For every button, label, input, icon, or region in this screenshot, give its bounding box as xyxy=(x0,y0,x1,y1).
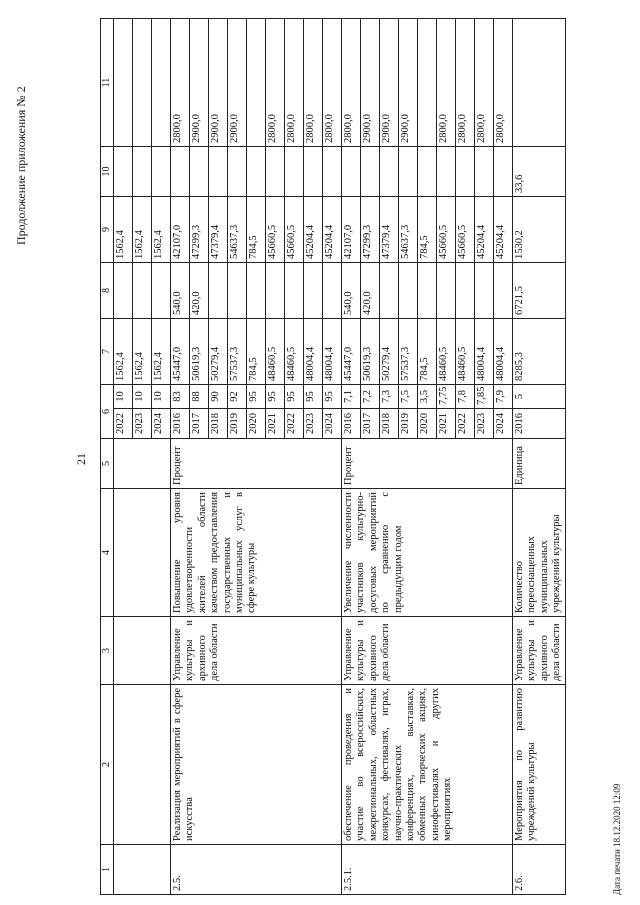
indicator-cell: Увеличение численности участников культурно-досуговых мероприятий по сравнению с предыдущим годом xyxy=(342,489,513,617)
other-cell: 2800,0 xyxy=(266,19,285,147)
total-cell: 48004,4 xyxy=(494,319,513,385)
regional-cell: 54637,3 xyxy=(399,197,418,263)
local-cell xyxy=(323,147,342,197)
other-cell: 2800,0 xyxy=(285,19,304,147)
regional-cell: 784,5 xyxy=(247,197,266,263)
regional-cell: 1562,4 xyxy=(152,197,171,263)
total-cell: 50619,3 xyxy=(361,319,380,385)
other-cell xyxy=(114,19,133,147)
federal-cell xyxy=(209,263,228,319)
local-cell xyxy=(437,147,456,197)
table-row xyxy=(342,19,361,895)
empty-cell xyxy=(114,617,171,685)
year-cell: 2018 xyxy=(209,409,228,439)
year-cell: 2019 xyxy=(399,409,418,439)
other-cell xyxy=(247,19,266,147)
year-cell: 2024 xyxy=(152,409,171,439)
year-cell: 2023 xyxy=(475,409,494,439)
local-cell: 33,6 xyxy=(513,147,566,197)
total-cell: 1562,4 xyxy=(152,319,171,385)
regional-cell: 1562,4 xyxy=(133,197,152,263)
total-cell: 8285,3 xyxy=(513,319,566,385)
regional-cell: 45660,5 xyxy=(266,197,285,263)
regional-cell: 1530,2 xyxy=(513,197,566,263)
target-cell: 10 xyxy=(152,385,171,409)
target-cell: 7,3 xyxy=(380,385,399,409)
total-cell: 48004,4 xyxy=(304,319,323,385)
federal-cell xyxy=(114,263,133,319)
year-cell: 2016 xyxy=(513,409,566,439)
local-cell xyxy=(494,147,513,197)
local-cell xyxy=(304,147,323,197)
federal-cell xyxy=(456,263,475,319)
other-cell: 2900,0 xyxy=(399,19,418,147)
local-cell xyxy=(114,147,133,197)
federal-cell xyxy=(304,263,323,319)
year-cell: 2023 xyxy=(304,409,323,439)
target-cell: 5 xyxy=(513,385,566,409)
regional-cell: 1562,4 xyxy=(114,197,133,263)
federal-cell xyxy=(133,263,152,319)
unit-cell: Процент xyxy=(342,439,513,489)
other-cell: 2800,0 xyxy=(437,19,456,147)
print-date: Дата печати 18.12.2020 12:09 xyxy=(612,783,622,895)
measure-name-cell: Реализация мероприятий в сфере искусства xyxy=(171,685,342,845)
local-cell xyxy=(361,147,380,197)
target-cell: 92 xyxy=(228,385,247,409)
local-cell xyxy=(190,147,209,197)
federal-cell xyxy=(399,263,418,319)
empty-cell xyxy=(114,845,171,895)
regional-cell: 47299,3 xyxy=(190,197,209,263)
federal-cell xyxy=(418,263,437,319)
total-cell: 50279,4 xyxy=(380,319,399,385)
year-cell: 2023 xyxy=(133,409,152,439)
federal-cell xyxy=(437,263,456,319)
column-number-cell: 11 xyxy=(101,19,114,147)
total-cell: 48460,5 xyxy=(456,319,475,385)
regional-cell: 45660,5 xyxy=(437,197,456,263)
local-cell xyxy=(475,147,494,197)
federal-cell: 420,0 xyxy=(361,263,380,319)
federal-cell: 420,0 xyxy=(190,263,209,319)
year-cell: 2020 xyxy=(247,409,266,439)
other-cell: 2800,0 xyxy=(475,19,494,147)
year-cell: 2017 xyxy=(190,409,209,439)
total-cell: 784,5 xyxy=(418,319,437,385)
federal-cell xyxy=(494,263,513,319)
federal-cell xyxy=(323,263,342,319)
column-number-cell: 8 xyxy=(101,263,114,319)
other-cell: 2900,0 xyxy=(190,19,209,147)
target-cell: 7,2 xyxy=(361,385,380,409)
regional-cell: 54637,3 xyxy=(228,197,247,263)
total-cell: 1562,4 xyxy=(114,319,133,385)
table-row xyxy=(171,19,190,895)
total-cell: 48460,5 xyxy=(285,319,304,385)
column-number-cell: 2 xyxy=(101,685,114,845)
local-cell xyxy=(209,147,228,197)
other-cell: 2900,0 xyxy=(228,19,247,147)
year-cell: 2020 xyxy=(418,409,437,439)
local-cell xyxy=(247,147,266,197)
indicator-cell: Количество переоснащенных муниципальных учреждений культуры xyxy=(513,489,566,617)
measure-name-cell: обеспечение проведения и участие во всероссийских, межрегиональных, областных конкурсах, фестивалях, играх, научно-практических конференциях, выставках, обменных творческих акциях, кинофестивалях и других мероприятиях xyxy=(342,685,513,845)
total-cell: 50619,3 xyxy=(190,319,209,385)
federal-cell: 540,0 xyxy=(342,263,361,319)
federal-cell xyxy=(285,263,304,319)
total-cell: 48004,4 xyxy=(323,319,342,385)
target-cell: 7,8 xyxy=(456,385,475,409)
empty-cell xyxy=(114,489,171,617)
local-cell xyxy=(228,147,247,197)
table-row xyxy=(513,19,566,895)
item-number-cell: 2.5.1. xyxy=(342,845,513,895)
year-cell: 2024 xyxy=(494,409,513,439)
year-cell: 2021 xyxy=(437,409,456,439)
indicator-cell: Повышение уровня удовлетворенности жителей области качеством предоставления государственных и муниципальных услуг в сфере культуры xyxy=(171,489,342,617)
total-cell: 1562,4 xyxy=(133,319,152,385)
year-cell: 2017 xyxy=(361,409,380,439)
local-cell xyxy=(266,147,285,197)
year-cell: 2022 xyxy=(456,409,475,439)
federal-cell xyxy=(380,263,399,319)
target-cell: 7,75 xyxy=(437,385,456,409)
regional-cell: 45660,5 xyxy=(285,197,304,263)
total-cell: 45447,0 xyxy=(171,319,190,385)
column-number-cell: 3 xyxy=(101,617,114,685)
target-cell: 10 xyxy=(114,385,133,409)
executor-cell: Управление культуры и архивного дела области xyxy=(171,617,342,685)
executor-cell: Управление культуры и архивного дела области xyxy=(513,617,566,685)
year-cell: 2022 xyxy=(285,409,304,439)
target-cell: 95 xyxy=(304,385,323,409)
target-cell: 88 xyxy=(190,385,209,409)
regional-cell: 47379,4 xyxy=(380,197,399,263)
total-cell: 50279,4 xyxy=(209,319,228,385)
local-cell xyxy=(399,147,418,197)
local-cell xyxy=(171,147,190,197)
target-cell: 90 xyxy=(209,385,228,409)
item-number-cell: 2.6. xyxy=(513,845,566,895)
column-number-cell: 10 xyxy=(101,147,114,197)
year-cell: 2016 xyxy=(342,409,361,439)
year-cell: 2018 xyxy=(380,409,399,439)
other-cell xyxy=(133,19,152,147)
year-cell: 2024 xyxy=(323,409,342,439)
total-cell: 784,5 xyxy=(247,319,266,385)
regional-cell: 45204,4 xyxy=(323,197,342,263)
regional-cell: 45204,4 xyxy=(304,197,323,263)
target-cell: 95 xyxy=(247,385,266,409)
item-number-cell: 2.5. xyxy=(171,845,342,895)
other-cell: 2800,0 xyxy=(494,19,513,147)
federal-cell xyxy=(266,263,285,319)
local-cell xyxy=(342,147,361,197)
unit-cell: Единица xyxy=(513,439,566,489)
year-cell: 2022 xyxy=(114,409,133,439)
other-cell: 2800,0 xyxy=(304,19,323,147)
federal-cell: 6721,5 xyxy=(513,263,566,319)
other-cell: 2800,0 xyxy=(342,19,361,147)
target-cell: 7,85 xyxy=(475,385,494,409)
total-cell: 48004,4 xyxy=(475,319,494,385)
total-cell: 45447,0 xyxy=(342,319,361,385)
table-body xyxy=(101,19,566,895)
total-cell: 48460,5 xyxy=(266,319,285,385)
regional-cell: 45660,5 xyxy=(456,197,475,263)
total-cell: 57537,3 xyxy=(399,319,418,385)
local-cell xyxy=(456,147,475,197)
continuation-label: Продолжение приложения № 2 xyxy=(14,86,28,245)
target-cell: 7,1 xyxy=(342,385,361,409)
executor-cell: Управление культуры и архивного дела области xyxy=(342,617,513,685)
total-cell: 57537,3 xyxy=(228,319,247,385)
column-number-cell: 4 xyxy=(101,489,114,617)
column-number-cell: 1 xyxy=(101,845,114,895)
regional-cell: 47379,4 xyxy=(209,197,228,263)
column-number-cell: 5 xyxy=(101,439,114,489)
target-cell: 83 xyxy=(171,385,190,409)
regional-cell: 45204,4 xyxy=(475,197,494,263)
target-cell: 95 xyxy=(323,385,342,409)
target-cell: 95 xyxy=(285,385,304,409)
measure-name-cell: Мероприятия по развитию учреждений культуры xyxy=(513,685,566,845)
empty-cell xyxy=(114,685,171,845)
local-cell xyxy=(380,147,399,197)
total-cell: 48460,5 xyxy=(437,319,456,385)
other-cell: 2800,0 xyxy=(323,19,342,147)
other-cell xyxy=(418,19,437,147)
federal-cell xyxy=(475,263,494,319)
column-number-cell: 9 xyxy=(101,197,114,263)
target-cell: 7,9 xyxy=(494,385,513,409)
regional-cell: 45204,4 xyxy=(494,197,513,263)
year-cell: 2016 xyxy=(171,409,190,439)
local-cell xyxy=(418,147,437,197)
target-cell: 10 xyxy=(133,385,152,409)
other-cell xyxy=(152,19,171,147)
target-cell: 95 xyxy=(266,385,285,409)
other-cell: 2800,0 xyxy=(456,19,475,147)
column-number-row xyxy=(101,19,114,895)
federal-cell: 540,0 xyxy=(171,263,190,319)
other-cell: 2900,0 xyxy=(209,19,228,147)
other-cell: 2900,0 xyxy=(380,19,399,147)
other-cell: 2900,0 xyxy=(361,19,380,147)
federal-cell xyxy=(228,263,247,319)
other-cell: 2800,0 xyxy=(171,19,190,147)
column-number-cell: 6 xyxy=(101,385,114,439)
other-cell xyxy=(513,19,566,147)
empty-cell xyxy=(114,439,171,489)
local-cell xyxy=(285,147,304,197)
federal-cell xyxy=(247,263,266,319)
target-cell: 7,5 xyxy=(399,385,418,409)
program-table xyxy=(100,18,566,895)
regional-cell: 42107,0 xyxy=(171,197,190,263)
regional-cell: 47299,3 xyxy=(361,197,380,263)
table-row xyxy=(114,19,133,895)
regional-cell: 42107,0 xyxy=(342,197,361,263)
local-cell xyxy=(133,147,152,197)
unit-cell: Процент xyxy=(171,439,342,489)
page-number: 21 xyxy=(74,453,88,465)
year-cell: 2021 xyxy=(266,409,285,439)
local-cell xyxy=(152,147,171,197)
regional-cell: 784,5 xyxy=(418,197,437,263)
year-cell: 2019 xyxy=(228,409,247,439)
target-cell: 3,5 xyxy=(418,385,437,409)
column-number-cell: 7 xyxy=(101,319,114,385)
federal-cell xyxy=(152,263,171,319)
